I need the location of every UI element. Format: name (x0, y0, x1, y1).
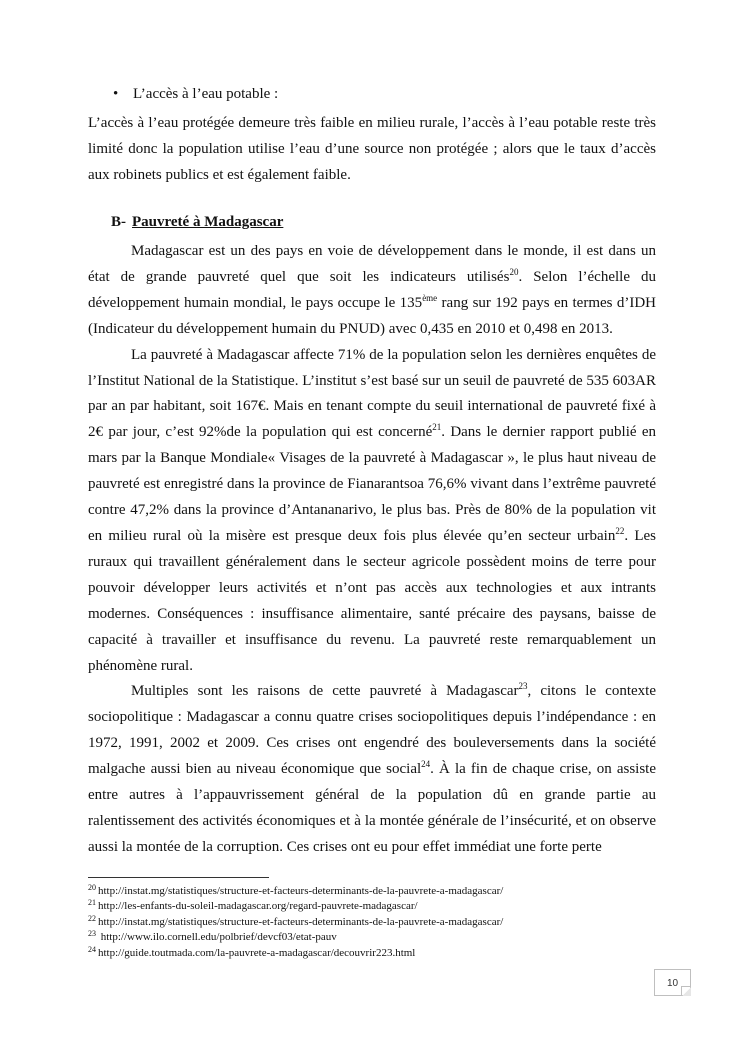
footnote-link[interactable]: http://instat.mg/statistiques/structure-et-facteurs-determinants-de-la-pauvrete-a-madagascar/ (98, 885, 504, 897)
paragraph-1 (88, 239, 656, 343)
p1-text-a: Madagascar est un des pays en voie de développement dans le monde, il est dans un état de grande pauvreté quel que soit les indicateurs utilisés (88, 243, 656, 285)
bullet-text: L’accès à l’eau potable : (133, 86, 279, 102)
footnote-link[interactable]: http://guide.toutmada.com/la-pauvrete-a-madagascar/decouvrir223.html (98, 946, 416, 959)
p2-text-b: . Dans le dernier rapport publié en mars par la Banque Mondiale« Visages de la pauvreté à Madagascar », le plus haut niveau de pauvreté est enregistré dans la province de Fianarantsoa 76,6% vivant dans l’extrême pauvreté contre 47,2% dans la province d’Antananarivo, le plus bas. Près de 80% de la population vit en milieu rural où la misère est presque deux fois plus élevée qu’en secteur urbain (88, 424, 657, 544)
footnote (88, 915, 688, 930)
p2-text-c: . Les ruraux qui travaillent généralement dans le secteur agricole possèdent moins de terre pour pouvoir développer leurs activités et n’ont pas accès aux technologies et aux intrants modernes. Conséquences : insuffisance alimentaire, santé précaire des paysans, baisse de capacité à travailler et insuffisance du revenu. La pauvreté reste remarquablement un phénomène rural. (88, 527, 656, 674)
p2-text-a: La pauvreté à Madagascar affecte 71% de la population selon les dernières enquêtes de l’Institut National de la Statistique. L’institut s’est basé sur un seuil de pauvreté de 535 603AR par an par habitant, soit 167€. Mais en tenant compte du seuil international de pauvreté fixé à 2€ par jour, c’est 92%de la population qui est concerné (88, 346, 656, 441)
footnote-number: 24 (88, 944, 96, 954)
p3-text-b: , citons le contexte sociopolitique : Madagascar a connu quatre crises sociopolitiques depuis l’indépendance : en 1972, 1991, 2002 et 2009. Ces crises ont engendré des bouleversements dans la société malgache aussi bien au niveau économique que social (88, 683, 656, 778)
footnote-ref-23: 23 (518, 681, 528, 692)
section-title: Pauvreté à Madagascar (132, 214, 284, 230)
footnote-number: 21 (88, 898, 96, 908)
footnote-number: 23 (88, 929, 96, 939)
footnote-ref-21: 21 (432, 422, 442, 433)
p1-text-b: . Selon l’échelle du développement humain mondial, le pays occupe le 135 (88, 268, 656, 311)
footnote (88, 946, 688, 961)
footnote (88, 899, 688, 914)
footnote-ref-20: 20 (509, 266, 519, 277)
ordinal-suffix: ème (422, 292, 438, 303)
footnotes (88, 884, 688, 961)
p3-text-a: Multiples sont les raisons de cette pauvreté à Madagascar (131, 683, 519, 700)
footnote (88, 930, 688, 945)
footnote (88, 884, 688, 899)
paragraph-2 (88, 343, 656, 680)
page-number (654, 969, 691, 996)
footnote-number: 22 (88, 913, 96, 923)
bullet-item (113, 86, 278, 103)
footnote-number: 20 (88, 883, 96, 892)
footnote-separator (88, 877, 269, 878)
footnote-link[interactable]: http://www.ilo.cornell.edu/polbrief/devcf03/etat-pauv (98, 931, 337, 944)
footnote-ref-22: 22 (615, 525, 625, 536)
water-access-paragraph: L’accès à l’eau protégée demeure très faible en milieu rurale, l’accès à l’eau potable reste très limité donc la population utilise l’eau d’une source non protégée ; alors que le taux d’accès aux robinets publics et est également faible. (88, 115, 656, 183)
bullet-icon: • (113, 86, 119, 102)
footnote-link[interactable]: http://instat.mg/statistiques/structure-et-facteurs-determinants-de-la-pauvrete-a-madagascar/ (98, 915, 504, 928)
footnote-ref-24: 24 (421, 759, 431, 770)
section-heading (111, 214, 283, 231)
page-number-text: 10 (666, 978, 679, 989)
page-fold-icon (681, 986, 691, 996)
section-letter: B- (111, 214, 126, 230)
body-text (88, 239, 656, 861)
footnote-link[interactable]: http://les-enfants-du-soleil-madagascar.org/regard-pauvrete-madagascar/ (98, 900, 418, 913)
paragraph-3 (88, 679, 656, 860)
p1-text-c: rang sur 192 pays en termes d’IDH (Indicateur du développement humain du PNUD) avec 0,435 en 2010 et 0,498 en 2013. (88, 294, 656, 337)
p3-text-c: . À la fin de chaque crise, on assiste entre autres à l’appauvrissement général de la population dû en grande partie au ralentissement des activités économiques et à la montée générale de l’insécurité, et on observe aussi la montée de la corruption. Ces crises ont eu pour effet immédiat une forte perte (88, 761, 656, 855)
